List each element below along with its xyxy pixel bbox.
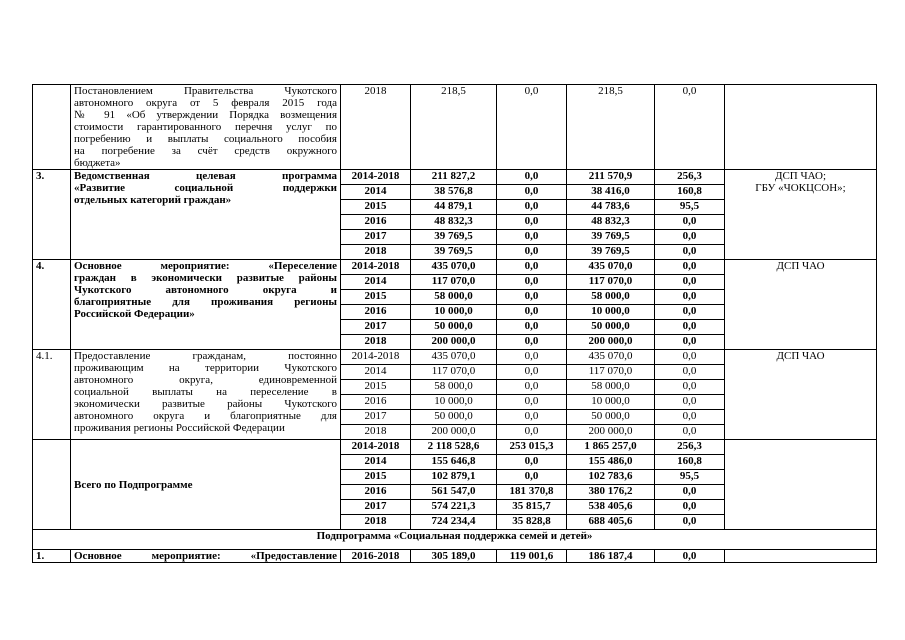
year-cell: 2014-2018 <box>341 350 411 365</box>
description-line: граждан в экономически развитые районы <box>74 272 337 284</box>
executor-line: ДСП ЧАО; <box>774 170 827 182</box>
district-budget-cell: 39 769,5 <box>567 245 655 260</box>
district-budget-cell: 155 486,0 <box>567 455 655 470</box>
local-budget-cell: 0,0 <box>655 320 725 335</box>
federal-budget-cell: 35 815,7 <box>497 500 567 515</box>
executor-line: ДСП ЧАО <box>776 260 825 272</box>
year-cell: 2018 <box>341 425 411 440</box>
year-cell: 2016 <box>341 215 411 230</box>
year-cell: 2015 <box>341 470 411 485</box>
total-cell: 561 547,0 <box>411 485 497 500</box>
description-line: Предоставление гражданам, постоянно <box>74 350 337 362</box>
total-cell: 2 118 528,6 <box>411 440 497 455</box>
federal-budget-cell: 119 001,6 <box>497 550 567 563</box>
federal-budget-cell: 0,0 <box>497 455 567 470</box>
federal-budget-cell: 0,0 <box>497 305 567 320</box>
total-cell: 435 070,0 <box>411 350 497 365</box>
description-line: погребению и выплаты социального пособия <box>74 133 337 145</box>
local-budget-cell: 0,0 <box>655 425 725 440</box>
district-budget-cell: 48 832,3 <box>567 215 655 230</box>
local-budget-cell: 0,0 <box>655 500 725 515</box>
year-cell: 2018 <box>341 85 411 170</box>
year-cell: 2017 <box>341 230 411 245</box>
federal-budget-cell: 0,0 <box>497 470 567 485</box>
year-cell: 2014 <box>341 185 411 200</box>
year-cell: 2018 <box>341 335 411 350</box>
federal-budget-cell: 0,0 <box>497 365 567 380</box>
total-cell: 218,5 <box>411 85 497 170</box>
federal-budget-cell: 0,0 <box>497 410 567 425</box>
local-budget-cell: 160,8 <box>655 185 725 200</box>
local-budget-cell: 95,5 <box>655 470 725 485</box>
federal-budget-cell: 0,0 <box>497 350 567 365</box>
year-cell: 2018 <box>341 245 411 260</box>
district-budget-cell: 117 070,0 <box>567 365 655 380</box>
local-budget-cell: 0,0 <box>655 245 725 260</box>
district-budget-cell: 200 000,0 <box>567 425 655 440</box>
year-cell: 2016 <box>341 395 411 410</box>
local-budget-cell: 0,0 <box>655 515 725 530</box>
row-number-cell: 1. <box>33 550 71 563</box>
district-budget-cell: 218,5 <box>567 85 655 170</box>
year-cell: 2014 <box>341 365 411 380</box>
federal-budget-cell: 0,0 <box>497 395 567 410</box>
description-cell <box>71 350 341 440</box>
description-line: Основное мероприятие: «Переселение <box>74 260 337 272</box>
federal-budget-cell: 0,0 <box>497 260 567 275</box>
row-number-cell: 3. <box>33 170 71 260</box>
federal-budget-cell: 0,0 <box>497 380 567 395</box>
row-number-cell: 4.1. <box>33 350 71 440</box>
description-line: проживающим на территории Чукотского <box>74 362 337 374</box>
total-cell: 39 769,5 <box>411 230 497 245</box>
federal-budget-cell: 0,0 <box>497 290 567 305</box>
year-cell: 2014-2018 <box>341 440 411 455</box>
subprogram-header-row <box>33 530 877 550</box>
description-line: № 91 «Об утверждении Порядка возмещения <box>74 109 337 121</box>
year-cell: 2015 <box>341 290 411 305</box>
local-budget-cell: 0,0 <box>655 550 725 563</box>
local-budget-cell: 0,0 <box>655 485 725 500</box>
local-budget-cell: 256,3 <box>655 170 725 185</box>
year-cell: 2016 <box>341 485 411 500</box>
description-line: Чукотского автономного округа и <box>74 284 337 296</box>
district-budget-cell: 58 000,0 <box>567 290 655 305</box>
total-label-cell: Всего по Подпрограмме <box>71 440 341 530</box>
description-cell <box>71 260 341 350</box>
local-budget-cell: 0,0 <box>655 380 725 395</box>
local-budget-cell: 256,3 <box>655 440 725 455</box>
local-budget-cell: 0,0 <box>655 395 725 410</box>
executor-cell <box>725 550 877 563</box>
total-cell: 38 576,8 <box>411 185 497 200</box>
total-cell: 50 000,0 <box>411 320 497 335</box>
federal-budget-cell: 0,0 <box>497 85 567 170</box>
executor-cell <box>725 170 877 260</box>
description-line: Постановлением Правительства Чукотского <box>74 85 337 97</box>
district-budget-cell: 200 000,0 <box>567 335 655 350</box>
table-row <box>33 85 877 170</box>
description-line: на погребение за счёт средств окружного <box>74 145 337 157</box>
district-budget-cell: 10 000,0 <box>567 305 655 320</box>
year-cell: 2014-2018 <box>341 260 411 275</box>
year-cell: 2018 <box>341 515 411 530</box>
district-budget-cell: 1 865 257,0 <box>567 440 655 455</box>
total-cell: 10 000,0 <box>411 395 497 410</box>
local-budget-cell: 0,0 <box>655 230 725 245</box>
total-cell: 155 646,8 <box>411 455 497 470</box>
federal-budget-cell: 0,0 <box>497 275 567 290</box>
local-budget-cell: 0,0 <box>655 85 725 170</box>
federal-budget-cell: 181 370,8 <box>497 485 567 500</box>
description-cell <box>71 85 341 170</box>
year-cell: 2016 <box>341 305 411 320</box>
year-cell: 2014-2018 <box>341 170 411 185</box>
year-cell: 2017 <box>341 410 411 425</box>
total-cell: 102 879,1 <box>411 470 497 485</box>
local-budget-cell: 0,0 <box>655 305 725 320</box>
total-cell: 305 189,0 <box>411 550 497 563</box>
row-number-cell <box>33 85 71 170</box>
description-line: автономного округа и благоприятные для <box>74 410 337 422</box>
description-line: «Развитие социальной поддержки <box>74 182 337 194</box>
district-budget-cell: 39 769,5 <box>567 230 655 245</box>
district-budget-cell: 50 000,0 <box>567 320 655 335</box>
district-budget-cell: 380 176,2 <box>567 485 655 500</box>
federal-budget-cell: 0,0 <box>497 230 567 245</box>
district-budget-cell: 38 416,0 <box>567 185 655 200</box>
local-budget-cell: 0,0 <box>655 275 725 290</box>
district-budget-cell: 102 783,6 <box>567 470 655 485</box>
total-cell: 58 000,0 <box>411 380 497 395</box>
total-cell: 117 070,0 <box>411 275 497 290</box>
executor-line: ДСП ЧАО <box>776 350 825 362</box>
total-cell: 48 832,3 <box>411 215 497 230</box>
local-budget-cell: 0,0 <box>655 410 725 425</box>
executor-cell <box>725 350 877 440</box>
district-budget-cell: 538 405,6 <box>567 500 655 515</box>
federal-budget-cell: 0,0 <box>497 425 567 440</box>
local-budget-cell: 95,5 <box>655 200 725 215</box>
district-budget-cell: 50 000,0 <box>567 410 655 425</box>
federal-budget-cell: 0,0 <box>497 245 567 260</box>
district-budget-cell: 186 187,4 <box>567 550 655 563</box>
description-line: автономного округа от 5 февраля 2015 года <box>74 97 337 109</box>
table-row <box>33 350 877 365</box>
executor-cell <box>725 260 877 350</box>
year-cell: 2016-2018 <box>341 550 411 563</box>
description-line: стоимости гарантированного перечня услуг по <box>74 121 337 133</box>
federal-budget-cell: 253 015,3 <box>497 440 567 455</box>
year-cell: 2017 <box>341 320 411 335</box>
federal-budget-cell: 0,0 <box>497 200 567 215</box>
federal-budget-cell: 0,0 <box>497 185 567 200</box>
district-budget-cell: 211 570,9 <box>567 170 655 185</box>
executor-line: ГБУ «ЧОКЦСОН»; <box>755 182 846 194</box>
total-cell: 39 769,5 <box>411 245 497 260</box>
federal-budget-cell: 35 828,8 <box>497 515 567 530</box>
district-budget-cell: 58 000,0 <box>567 380 655 395</box>
district-budget-cell: 44 783,6 <box>567 200 655 215</box>
federal-budget-cell: 0,0 <box>497 215 567 230</box>
year-cell: 2015 <box>341 380 411 395</box>
description-cell <box>71 170 341 260</box>
executor-cell <box>725 85 877 170</box>
year-cell: 2014 <box>341 275 411 290</box>
description-line: благоприятные для проживания регионы <box>74 296 337 308</box>
executor-cell <box>725 440 877 530</box>
description-line: социальной выплаты на переселение в <box>74 386 337 398</box>
local-budget-cell: 0,0 <box>655 215 725 230</box>
year-cell: 2015 <box>341 200 411 215</box>
row-number-cell <box>33 440 71 530</box>
local-budget-cell: 0,0 <box>655 260 725 275</box>
total-cell: 574 221,3 <box>411 500 497 515</box>
federal-budget-cell: 0,0 <box>497 320 567 335</box>
description-cell <box>71 550 341 563</box>
description-line: автономного округа, единовременной <box>74 374 337 386</box>
district-budget-cell: 10 000,0 <box>567 395 655 410</box>
total-cell: 50 000,0 <box>411 410 497 425</box>
description-line: Российской Федерации» <box>74 308 195 320</box>
table-row <box>33 260 877 275</box>
total-cell: 10 000,0 <box>411 305 497 320</box>
table-row <box>33 440 877 455</box>
description-line: бюджета» <box>74 157 121 169</box>
total-cell: 117 070,0 <box>411 365 497 380</box>
total-cell: 435 070,0 <box>411 260 497 275</box>
district-budget-cell: 117 070,0 <box>567 275 655 290</box>
district-budget-cell: 435 070,0 <box>567 260 655 275</box>
local-budget-cell: 160,8 <box>655 455 725 470</box>
subprogram-title: Подпрограмма «Социальная поддержка семей и детей» <box>33 530 877 550</box>
total-cell: 200 000,0 <box>411 425 497 440</box>
table-row <box>33 550 877 563</box>
description-line: Ведомственная целевая программа <box>74 170 337 182</box>
local-budget-cell: 0,0 <box>655 290 725 305</box>
year-cell: 2017 <box>341 500 411 515</box>
district-budget-cell: 435 070,0 <box>567 350 655 365</box>
row-number-cell: 4. <box>33 260 71 350</box>
total-cell: 44 879,1 <box>411 200 497 215</box>
description-line: отдельных категорий граждан» <box>74 194 232 206</box>
total-cell: 200 000,0 <box>411 335 497 350</box>
total-cell: 211 827,2 <box>411 170 497 185</box>
total-cell: 58 000,0 <box>411 290 497 305</box>
financing-table <box>32 84 877 563</box>
federal-budget-cell: 0,0 <box>497 335 567 350</box>
district-budget-cell: 688 405,6 <box>567 515 655 530</box>
local-budget-cell: 0,0 <box>655 350 725 365</box>
description-line: Основное мероприятие: «Предоставление <box>74 550 337 562</box>
total-cell: 724 234,4 <box>411 515 497 530</box>
table-row <box>33 170 877 185</box>
local-budget-cell: 0,0 <box>655 365 725 380</box>
description-line: экономически развитые районы Чукотского <box>74 398 337 410</box>
year-cell: 2014 <box>341 455 411 470</box>
description-line: проживания регионы Российской Федерации <box>74 422 285 434</box>
federal-budget-cell: 0,0 <box>497 170 567 185</box>
local-budget-cell: 0,0 <box>655 335 725 350</box>
